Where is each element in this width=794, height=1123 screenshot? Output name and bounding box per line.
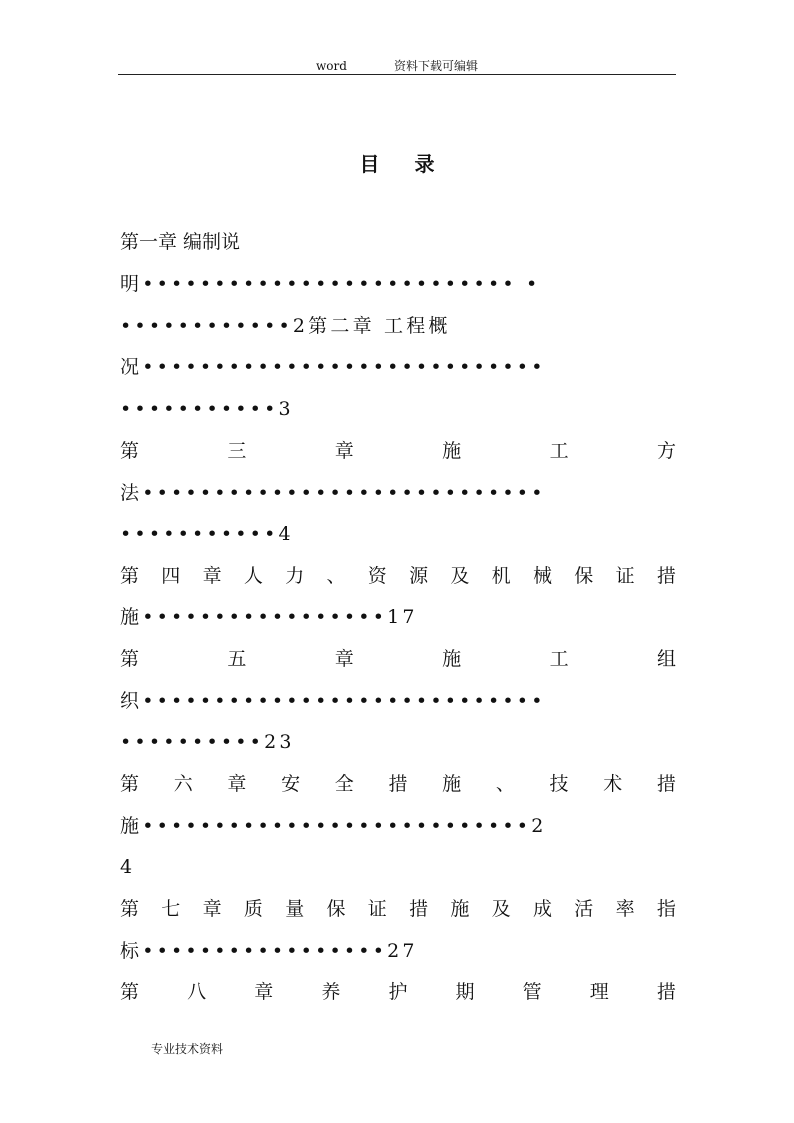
toc-char: 期: [455, 981, 475, 1003]
toc-char: 第: [120, 773, 140, 795]
toc-line: [120, 310, 676, 342]
toc-char: 养: [321, 981, 341, 1003]
toc-line-text: 4: [120, 856, 133, 878]
toc-char: 率: [615, 898, 635, 920]
toc-char: 成: [532, 898, 552, 920]
page-footer: 专业技术资料: [151, 1042, 224, 1056]
toc-char: 第: [120, 565, 140, 587]
toc-char: 施: [450, 898, 470, 920]
toc-line: [120, 601, 676, 633]
toc-line-text: ••••••••••23: [120, 731, 295, 753]
toc-char: 措: [656, 773, 676, 795]
toc-line-text: 明•••••••••••••••••••••••••• •: [120, 273, 541, 295]
toc-char: 量: [285, 898, 305, 920]
toc-char: 力: [285, 565, 305, 587]
toc-char: 、: [495, 773, 515, 795]
toc-char: 章: [202, 898, 222, 920]
toc-line: [120, 643, 676, 675]
toc-char: 工: [549, 440, 569, 462]
toc-line: [120, 893, 676, 925]
toc-line: [120, 685, 676, 717]
toc-char: 施: [442, 440, 462, 462]
toc-char: 证: [367, 898, 387, 920]
toc-char: 工: [549, 648, 569, 670]
toc-char: 措: [656, 565, 676, 587]
toc-line-text: 织••••••••••••••••••••••••••••: [120, 690, 546, 712]
header-word: word: [316, 59, 347, 73]
toc-line: [120, 268, 676, 300]
toc-title: 目 录: [359, 152, 449, 176]
toc-char: 三: [227, 440, 247, 462]
toc-line: [120, 976, 676, 1008]
toc-char: 械: [532, 565, 552, 587]
toc-line: [120, 810, 676, 842]
toc-char: 保: [326, 898, 346, 920]
toc-char: 技: [549, 773, 569, 795]
toc-char: 四: [161, 565, 181, 587]
toc-line: [120, 477, 676, 509]
toc-line-text: 况••••••••••••••••••••••••••••: [120, 356, 546, 378]
toc-line-text: 第一章 编制说: [120, 231, 241, 253]
toc-char: 措: [656, 981, 676, 1003]
toc-char: 、: [326, 565, 346, 587]
toc-char: 保: [574, 565, 594, 587]
toc-line: [120, 726, 676, 758]
toc-char: 机: [491, 565, 511, 587]
toc-line-text: 标•••••••••••••••••27: [120, 940, 418, 962]
toc-char: 措: [388, 773, 408, 795]
toc-char: 安: [281, 773, 301, 795]
toc-char: 人: [243, 565, 263, 587]
toc-char: 源: [409, 565, 429, 587]
toc-char: 活: [574, 898, 594, 920]
toc-line: [120, 226, 676, 258]
toc-char: 八: [187, 981, 207, 1003]
toc-line: [120, 851, 676, 883]
toc-char: 施: [442, 773, 462, 795]
toc-line-text: 法••••••••••••••••••••••••••••: [120, 482, 546, 504]
toc-char: 第: [120, 981, 140, 1003]
toc-line: [120, 935, 676, 967]
toc-line: [120, 393, 676, 425]
toc-char: 证: [615, 565, 635, 587]
toc-char: 施: [442, 648, 462, 670]
toc-line: [120, 518, 676, 550]
toc-line-text: 施•••••••••••••••••••••••••••2: [120, 815, 547, 837]
header-download-note: 资料下载可编辑: [394, 59, 479, 73]
toc-char: 第: [120, 440, 140, 462]
toc-char: 第: [120, 898, 140, 920]
toc-char: 及: [450, 565, 470, 587]
toc-line-text: 施•••••••••••••••••17: [120, 606, 418, 628]
toc-char: 质: [243, 898, 263, 920]
toc-char: 章: [334, 440, 354, 462]
toc-char: 第: [120, 648, 140, 670]
toc-char: 组: [656, 648, 676, 670]
toc-char: 章: [254, 981, 274, 1003]
toc-line: [120, 351, 676, 383]
toc-char: 五: [227, 648, 247, 670]
toc-char: 章: [334, 648, 354, 670]
page-header: [118, 56, 676, 75]
toc-char: 理: [589, 981, 609, 1003]
toc-char: 指: [656, 898, 676, 920]
toc-char: 七: [161, 898, 181, 920]
toc-char: 章: [202, 565, 222, 587]
toc-char: 措: [409, 898, 429, 920]
toc-char: 六: [173, 773, 193, 795]
toc-line: [120, 560, 676, 592]
toc-char: 章: [227, 773, 247, 795]
toc-line-text: •••••••••••3: [120, 398, 294, 420]
toc-char: 术: [603, 773, 623, 795]
toc-char: 护: [388, 981, 408, 1003]
toc-line: [120, 768, 676, 800]
toc-line: [120, 435, 676, 467]
toc-line-text: ••••••••••••2第二章 工程概: [120, 315, 451, 337]
toc-char: 管: [522, 981, 542, 1003]
toc-char: 全: [334, 773, 354, 795]
toc-line-text: •••••••••••4: [120, 523, 294, 545]
toc-char: 资: [367, 565, 387, 587]
toc-char: 方: [656, 440, 676, 462]
toc-char: 及: [491, 898, 511, 920]
